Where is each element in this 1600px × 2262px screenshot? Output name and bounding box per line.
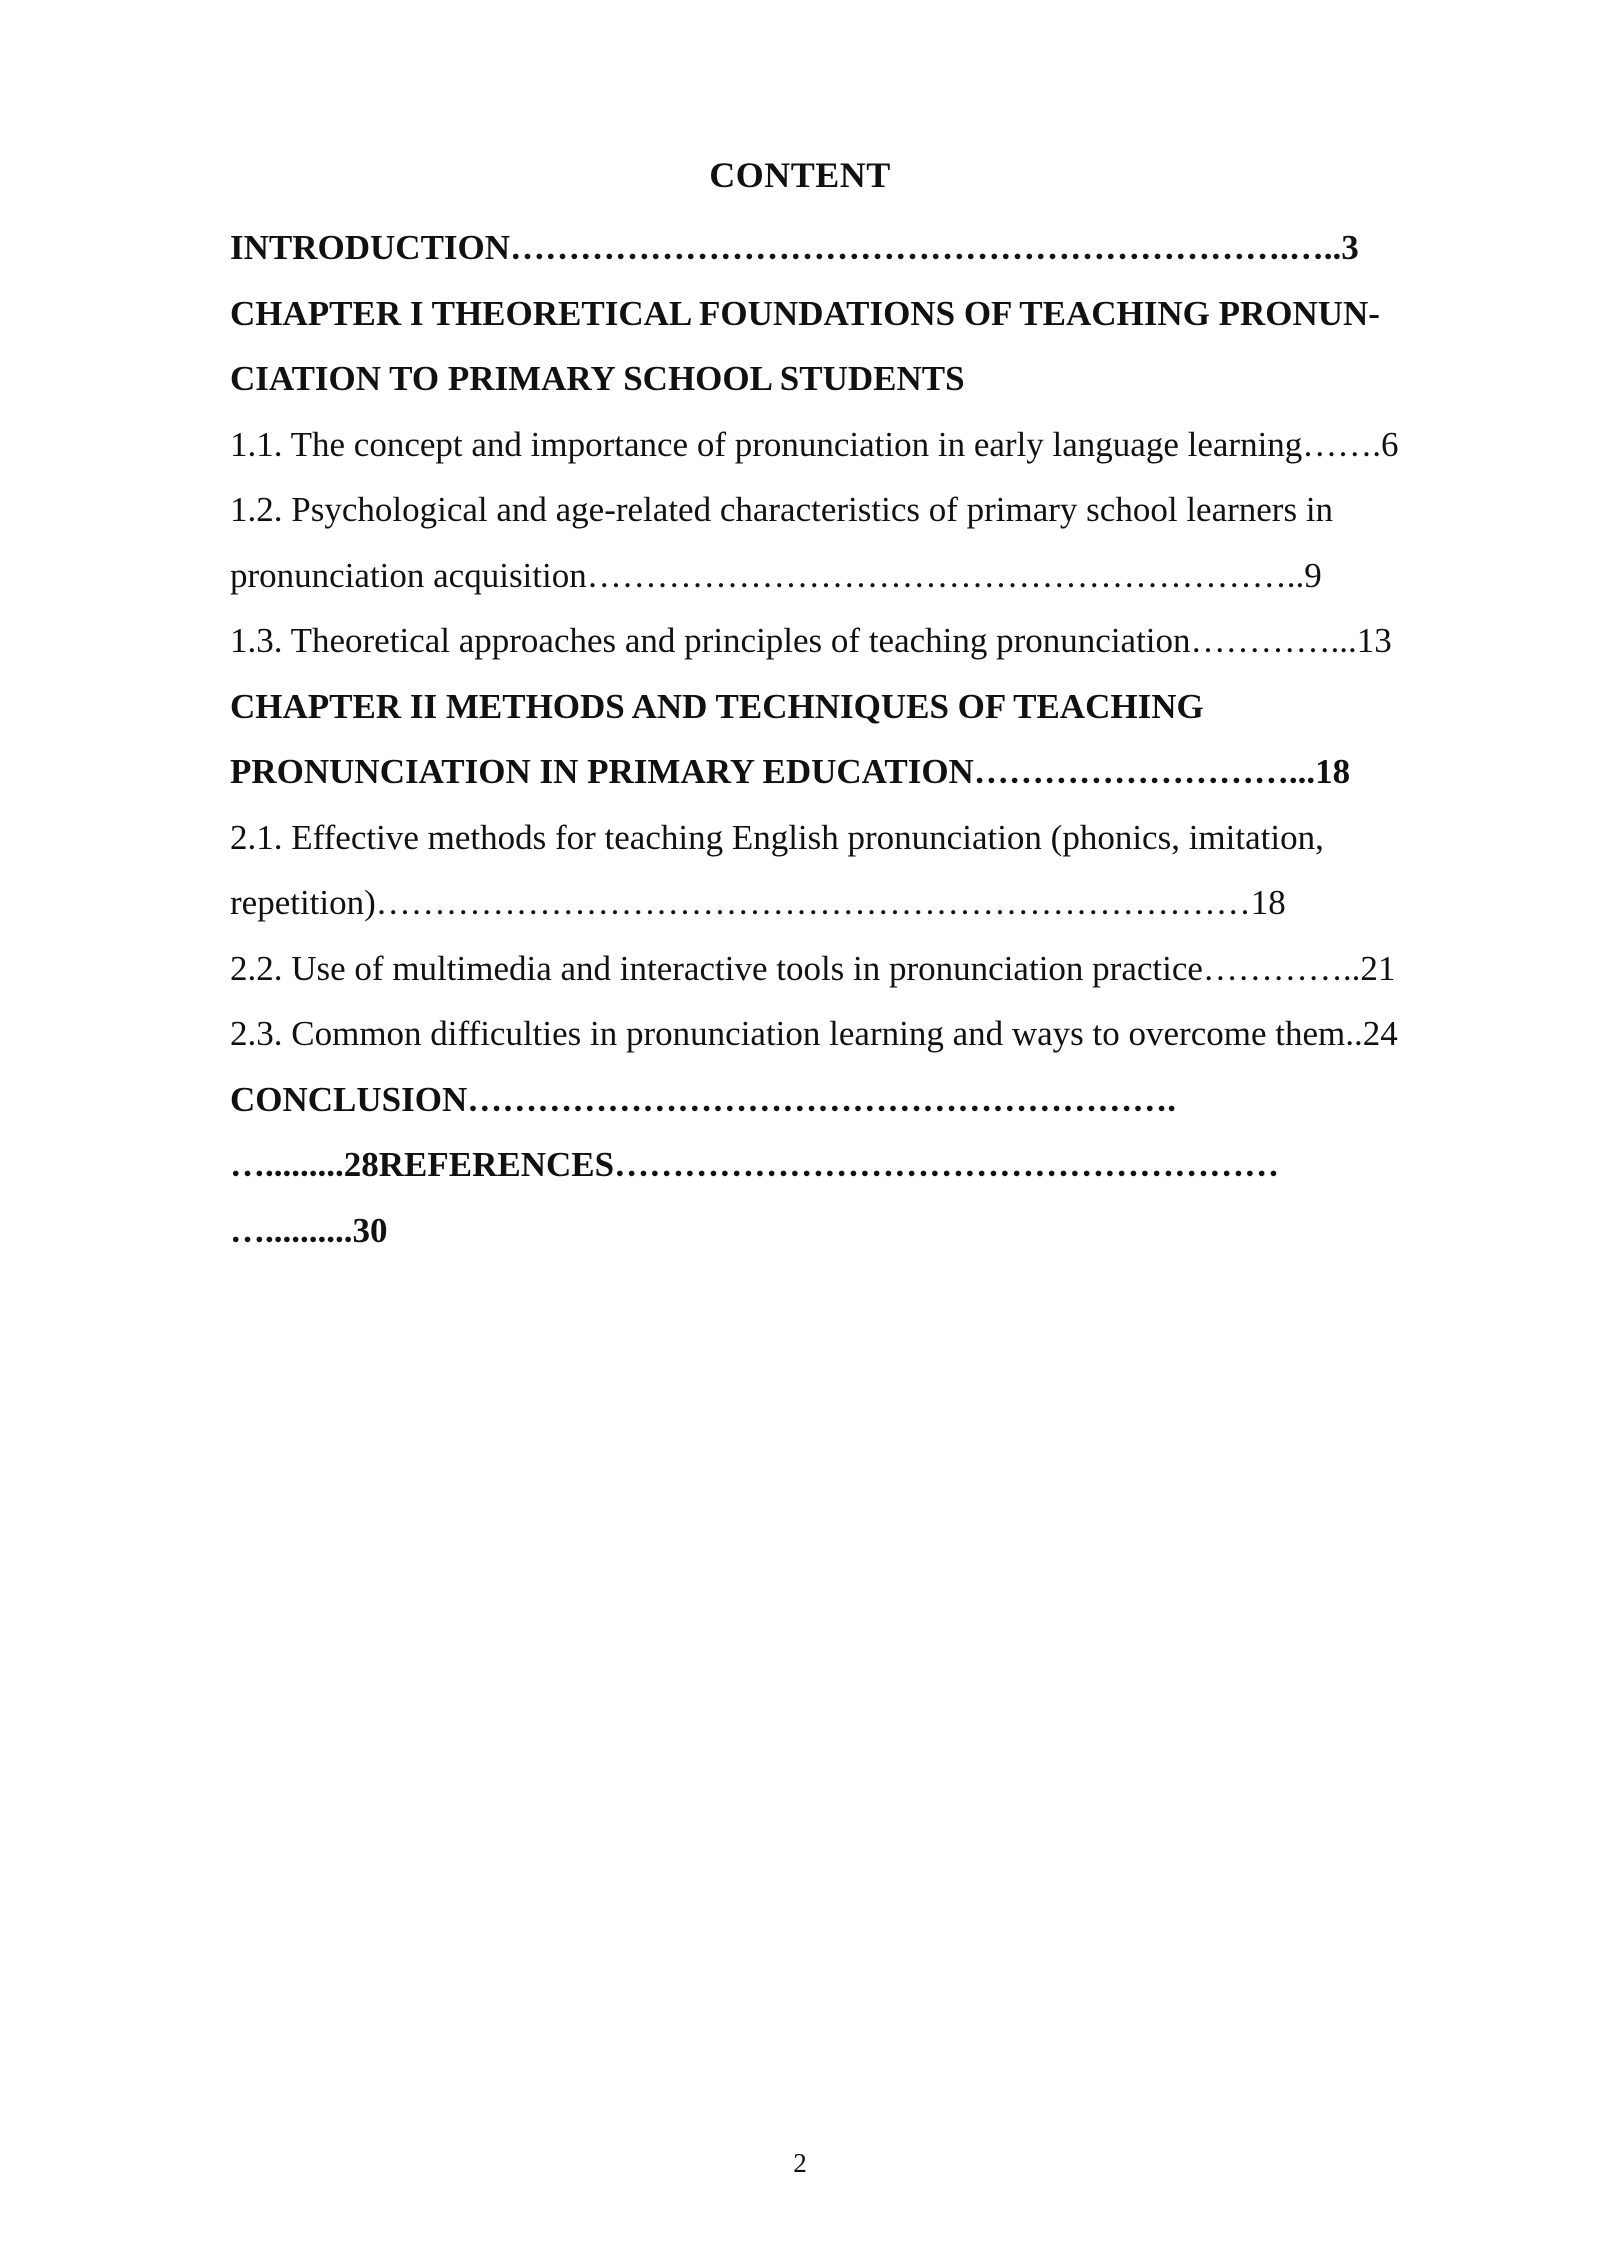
toc-line-section-2-1: 2.1. Effective methods for teaching English pronunciation (phonics, imitation, bbox=[230, 817, 1324, 857]
toc-line-references-page: …..........30 bbox=[230, 1210, 388, 1250]
toc-line-conclusion: CONCLUSION……………………………………………………. bbox=[230, 1079, 1177, 1119]
toc-line-section-2-2: 2.2. Use of multimedia and interactive tools in pronunciation practice…………..21 bbox=[230, 948, 1396, 988]
toc-line-section-1-2: 1.2. Psychological and age-related characteristics of primary school learners in bbox=[230, 490, 1334, 529]
toc-line-section-2-3: 2.3. Common difficulties in pronunciation learning and ways to overcome them..24 bbox=[230, 1014, 1398, 1053]
table-of-contents bbox=[230, 215, 1490, 1263]
page-number: 2 bbox=[793, 2148, 807, 2178]
toc-line-chapter-2-heading: CHAPTER II METHODS AND TECHNIQUES OF TEACHING bbox=[230, 686, 1204, 726]
toc-line-chapter-1-heading: CHAPTER I THEORETICAL FOUNDATIONS OF TEACHING PRONUN- bbox=[230, 293, 1380, 333]
toc-line-section-1-3: 1.3. Theoretical approaches and principles of teaching pronunciation…………...13 bbox=[230, 621, 1392, 660]
toc-line-introduction: INTRODUCTION………………………………………………………….…..3 bbox=[230, 228, 1359, 267]
toc-line-references: ….........28REFERENCES………………………………………………… bbox=[230, 1145, 1280, 1184]
toc-line-section-1-1: 1.1. The concept and importance of pronunciation in early language learning…….6 bbox=[230, 424, 1399, 464]
toc-line-section-2-1-cont: repetition)…………………………………………………………………18 bbox=[230, 883, 1286, 922]
toc-line-chapter-1-heading-cont: CIATION TO PRIMARY SCHOOL STUDENTS bbox=[230, 359, 965, 398]
toc-line-chapter-2-heading-cont: PRONUNCIATION IN PRIMARY EDUCATION………………………...18 bbox=[230, 752, 1351, 791]
toc-line-section-1-2-cont: pronunciation acquisition……………………………………………………..9 bbox=[230, 555, 1322, 595]
toc-title: CONTENT bbox=[709, 155, 891, 195]
